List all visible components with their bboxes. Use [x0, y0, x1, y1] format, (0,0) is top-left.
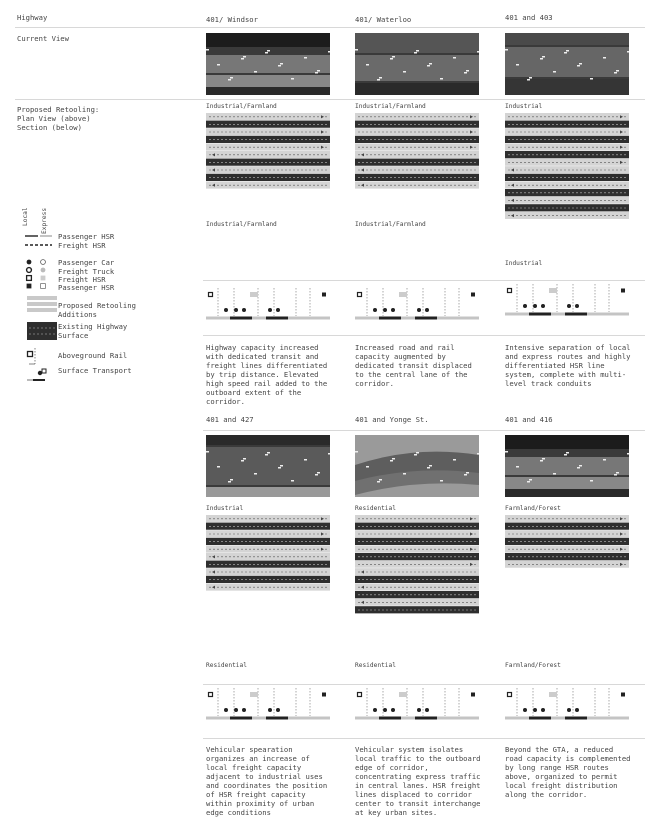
rule	[15, 99, 645, 100]
proposed-lane	[505, 197, 629, 205]
proposed-lane	[355, 151, 479, 159]
section-view	[505, 282, 629, 320]
rule	[203, 335, 645, 336]
site-label-top: Residential	[355, 505, 396, 512]
site-label-top: Industrial/Farmland	[355, 103, 426, 110]
proposed-lane	[206, 553, 330, 561]
aerial-photo	[355, 435, 479, 497]
existing-lane	[206, 576, 330, 584]
proposed-lane	[355, 128, 479, 136]
proposed-lane	[505, 159, 629, 167]
site-description: Beyond the GTA, a reduced road capacity is complemented by long range HSR routes above, organized to permit local freight distribution along the corridor.	[505, 745, 631, 799]
proposed-lane	[355, 561, 479, 569]
proposed-lane	[355, 583, 479, 591]
existing-lane	[355, 159, 479, 167]
existing-lane	[355, 606, 479, 614]
existing-lane	[206, 523, 330, 531]
proposed-lane	[505, 530, 629, 538]
proposed-lane	[206, 143, 330, 151]
proposed-lane	[505, 545, 629, 553]
proposed-lane	[355, 545, 479, 553]
proposed-lane	[355, 515, 479, 523]
current-view-header: Current View	[17, 34, 69, 43]
existing-lane	[505, 553, 629, 561]
site-title: 401 and Yonge St.	[355, 415, 429, 424]
proposed-lane	[505, 113, 629, 121]
proposed-lane	[505, 515, 629, 523]
proposed-lane	[206, 128, 330, 136]
proposed-lane	[206, 166, 330, 174]
existing-lane	[206, 159, 330, 167]
rule	[203, 738, 645, 739]
proposed-lane	[505, 143, 629, 151]
legend	[15, 208, 195, 388]
site-label-top: Industrial	[206, 505, 244, 512]
existing-lane	[505, 189, 629, 197]
site-title: 401 and 403	[505, 13, 553, 22]
proposed-lane	[206, 181, 330, 189]
legend-freight-truck: Freight Truck	[58, 267, 115, 276]
existing-lane	[206, 121, 330, 129]
existing-lane	[355, 576, 479, 584]
legend-passenger-hsr-line: Passenger HSR	[58, 232, 115, 241]
proposed-lane	[206, 583, 330, 591]
proposed-lane	[206, 545, 330, 553]
legend-aboveground-rail: Aboveground Rail	[58, 351, 128, 360]
existing-lane	[505, 136, 629, 144]
site-label-bottom: Industrial/Farmland	[206, 221, 277, 228]
proposed-lane	[505, 181, 629, 189]
plan-view	[505, 113, 629, 219]
site-description: Intensive separation of local and express routes and highly differentiated HSR line system, complete with multi-level track conduits	[505, 343, 631, 388]
site-label-bottom: Residential	[355, 662, 396, 669]
proposed-lane	[505, 561, 629, 569]
proposed-lane	[206, 515, 330, 523]
site-label-bottom: Residential	[206, 662, 247, 669]
site-label-top: Industrial	[505, 103, 543, 110]
existing-lane	[206, 174, 330, 182]
section-view	[355, 686, 479, 724]
site-description: Highway capacity increased with dedicated transit and freight lines differentiated by trip distance. Elevated high speed rail added to the outboard extent of the corridor.	[206, 343, 328, 406]
proposed-lane	[355, 530, 479, 538]
aerial-photo	[505, 33, 629, 95]
existing-lane	[355, 523, 479, 531]
existing-lane	[505, 121, 629, 129]
existing-lane	[355, 136, 479, 144]
site-label-bottom: Farmland/Forest	[505, 662, 561, 669]
legend-passenger-hsr: Passenger HSR	[58, 283, 115, 292]
rule	[15, 27, 645, 28]
existing-lane	[505, 174, 629, 182]
site-label-bottom: Industrial	[505, 260, 543, 267]
proposed-lane	[505, 212, 629, 220]
site-label-top: Industrial/Farmland	[206, 103, 277, 110]
proposed-lane	[355, 113, 479, 121]
legend-passenger-car: Passenger Car	[58, 258, 115, 267]
site-description: Vehicular system isolates local traffic to the outboard edge of corridor, concentrating express traffic in central lanes. HSR freight lines displaced to corridor center to transit interchange at key urban sites.	[355, 745, 481, 817]
plan-view	[505, 515, 629, 568]
legend-freight-hsr: Freight HSR	[58, 275, 106, 284]
plan-view	[355, 113, 479, 189]
proposed-lane	[206, 530, 330, 538]
legend-freight-hsr-line: Freight HSR	[58, 241, 106, 250]
plan-view	[206, 515, 330, 591]
plan-view	[355, 515, 479, 614]
legend-axis-express: Express	[41, 207, 48, 234]
aerial-photo	[355, 33, 479, 95]
proposed-lane	[505, 128, 629, 136]
plan-view	[206, 113, 330, 189]
legend-existing-surface: Existing Highway Surface	[58, 322, 128, 340]
site-label-top: Farmland/Forest	[505, 505, 561, 512]
proposed-lane	[355, 181, 479, 189]
site-label-bottom: Industrial/Farmland	[355, 221, 426, 228]
rule	[203, 280, 645, 281]
legend-proposed-additions: Proposed Retooling Additions	[58, 301, 136, 319]
legend-surface-transport: Surface Transport	[58, 366, 132, 375]
rule	[203, 430, 645, 431]
aerial-photo	[206, 33, 330, 95]
aerial-photo	[206, 435, 330, 497]
existing-lane	[206, 538, 330, 546]
site-title: 401/ Waterloo	[355, 15, 412, 24]
section-view	[206, 286, 330, 324]
highway-header: Highway	[17, 13, 48, 22]
proposed-lane	[206, 151, 330, 159]
site-title: 401 and 416	[505, 415, 553, 424]
site-title: 401/ Windsor	[206, 15, 258, 24]
site-description: Increased road and rail capacity augmented by dedicated transit displaced to the central lane of the corridor.	[355, 343, 472, 388]
rule	[203, 684, 645, 685]
existing-lane	[206, 561, 330, 569]
proposed-lane	[355, 599, 479, 607]
existing-lane	[355, 174, 479, 182]
proposed-retooling-header: Proposed Retooling: Plan View (above) Section (below)	[17, 105, 100, 132]
proposed-lane	[355, 568, 479, 576]
existing-lane	[206, 136, 330, 144]
existing-lane	[355, 591, 479, 599]
proposed-lane	[206, 113, 330, 121]
section-view	[505, 686, 629, 724]
existing-lane	[505, 523, 629, 531]
site-description: Vehicular spearation organizes an increase of local freight capacity adjacent to industrial uses and coordinates the position of HSR freight capacity within proximity of urban edge conditions	[206, 745, 328, 817]
proposed-lane	[206, 568, 330, 576]
aerial-photo	[505, 435, 629, 497]
proposed-lane	[505, 166, 629, 174]
existing-lane	[355, 538, 479, 546]
existing-lane	[355, 121, 479, 129]
site-title: 401 and 427	[206, 415, 254, 424]
legend-axis-local: Local	[22, 207, 29, 226]
existing-lane	[505, 204, 629, 212]
existing-lane	[505, 151, 629, 159]
proposed-lane	[355, 166, 479, 174]
existing-lane	[505, 538, 629, 546]
section-view	[355, 286, 479, 324]
section-view	[206, 686, 330, 724]
proposed-lane	[355, 143, 479, 151]
existing-lane	[355, 553, 479, 561]
